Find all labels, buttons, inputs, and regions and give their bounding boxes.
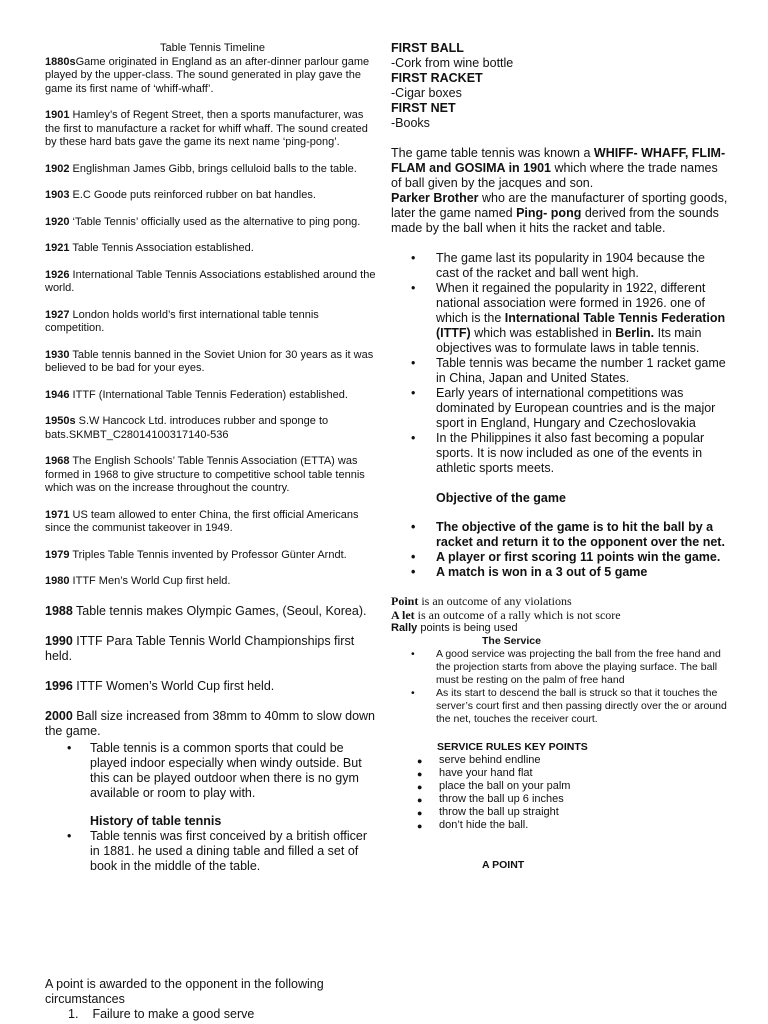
service-item: • A good service was projecting the ball from the free hand and the projection starts from above the playing surface. The ball must be resting on the palm of free hand [391,648,731,687]
timeline-text: Table tennis makes Olympic Games, (Seoul, Korea). [72,603,367,618]
timeline-text: London holds world’s first international table tennis competition. [45,308,319,334]
timeline-year: 1980 [45,575,70,587]
timeline-entry [45,189,380,203]
list-item: • Early years of international competitions was dominated by European countries and is the major sport in England, Hungary and Czechoslovakia [391,386,731,431]
list-item: • Table tennis is a common sports that could be played indoor especially when windy outside. But this can be played outdoor when there is no gym available or room to play with. [45,741,380,801]
timeline-entry [45,575,380,589]
timeline-entry [45,242,380,256]
objective-item: • A match is won in a 3 out of 5 game [391,565,731,580]
rally-definition: Rally points is being used [391,622,518,634]
timeline-text: ITTF Para Table Tennis World Championships first held. [45,633,355,663]
timeline-entry [45,309,380,336]
timeline-year: 1971 [45,508,70,521]
first-ball: -Cork from wine bottle [391,56,514,70]
timeline-text: The English Schools’ Table Tennis Association (ETTA) was formed in 1968 to give structure to competitive school table tennis which was on the increase throughout the country. [45,455,365,494]
timeline-year: 1990 [45,633,73,648]
rule-item: ● don’t hide the ball. [391,819,731,832]
timeline-entry [45,389,380,403]
timeline-text: ITTF (International Table Tennis Federation) established. [69,388,348,401]
timeline-text: ITTF Men’s World Cup first held. [69,575,231,587]
history-heading: History of table tennis [90,813,222,828]
timeline-text: US team allowed to enter China, the first official Americans since the communist takeover in 1949. [45,508,359,534]
timeline-year: 1996 [45,678,73,693]
timeline-text: ITTF Women’s World Cup first held. [72,678,275,693]
timeline-entry [45,109,380,150]
timeline-year: 2000 [45,708,73,723]
known-paragraph: The game table tennis was known a WHIFF- WHAFF, FLIM-FLAM and GOSIMA in 1901 which where the trade names of ball given by the jacques and son. [391,146,726,190]
timeline-text: Triples Table Tennis invented by Professor Günter Arndt. [69,548,347,561]
timeline-text: Table tennis banned in the Soviet Union for 30 years as it was believed to be bad for your eyes. [45,348,374,374]
timeline-text: E.C Goode puts reinforced rubber on bat handles. [69,189,316,201]
rule-item: ● place the ball on your palm [391,780,731,793]
rule-item: ● serve behind endline [391,754,731,767]
timeline-entry [45,56,380,97]
left-column [45,0,380,1021]
timeline-entry [45,415,380,442]
timeline-text: S.W Hancock Ltd. introduces rubber and sponge to bats.SKMBT_C28014100317140-536 [45,415,329,441]
timeline-text: Game originated in England as an after-dinner parlour game played by the upper-class. The sound generated in play gave the game its first name of ‘whiff-whaff’. [45,55,370,95]
timeline-year: 1968 [45,455,70,467]
timeline-year: 1921 [45,242,70,254]
timeline-year: 1926 [45,268,70,281]
service-heading: The Service [482,635,541,647]
timeline-title: Table Tennis Timeline [160,42,265,54]
timeline-year: 1927 [45,308,70,321]
timeline-year: 1901 [45,109,70,121]
timeline-year: 1946 [45,388,70,401]
parker-paragraph: Parker Brother who are the manufacturer of sporting goods, later the game named Ping- pong derived from the sounds made by the ball when it hits the racket and table. [391,191,728,235]
right-column [391,0,731,872]
timeline-year: 1902 [45,162,70,175]
timeline-entry [45,455,380,496]
rules-heading: SERVICE RULES KEY POINTS [437,741,588,753]
list-item: • When it regained the popularity in 1922, different national association were formed in 1926. one of which is the International Table Tennis Federation (ITTF) which was established in Berlin. Its main objectives was to formulate laws in table tennis. [391,281,731,356]
list-item: • Table tennis was became the number 1 racket game in China, Japan and United States. [391,356,731,386]
timeline-entry [45,163,380,177]
timeline-year: 1880s [45,55,76,68]
timeline-entry [45,269,380,296]
list-item: • The game last its popularity in 1904 because the cast of the racket and ball went high. [391,251,731,281]
timeline-year: 1950s [45,415,76,427]
timeline-text: Englishman James Gibb, brings celluloid balls to the table. [69,162,357,175]
timeline-entry [45,709,380,739]
timeline-entry [45,216,380,230]
rule-item: ● throw the ball up straight [391,806,731,819]
timeline-entry [45,509,380,536]
timeline-year: 1903 [45,189,70,201]
timeline-entry [45,634,380,664]
timeline-text: Table Tennis Association established. [69,242,254,254]
first-net-label: FIRST NET [391,101,456,115]
timeline-entry [45,679,380,694]
timeline-text: International Table Tennis Associations established around the world. [45,268,376,294]
a-point-heading: A POINT [482,859,525,871]
rule-item: ● have your hand flat [391,767,731,780]
list-item: • In the Philippines it also fast becoming a popular sports. It is now included as one of the events in athletic sports meets. [391,431,731,476]
objective-item: • The objective of the game is to hit the ball by a racket and return it to the opponent over the net. [391,520,731,550]
timeline-list [45,56,380,739]
point-definition: Point is an outcome of any violations [391,594,572,608]
service-item: • As its start to descend the ball is struck so that it touches the server’s court first and then passing directly over the or around the net, touches the receiver court. [391,687,731,726]
first-ball-label: FIRST BALL [391,41,464,55]
timeline-entry [45,604,380,619]
rule-item: ● throw the ball up 6 inches [391,793,731,806]
timeline-year: 1920 [45,215,70,228]
let-definition: A let is an outcome of a rally which is not score [391,608,621,622]
list-item: • Table tennis was first conceived by a british officer in 1881. he used a dining table and filled a set of book in the middle of the table. [45,829,380,874]
timeline-entry [45,549,380,563]
timeline-text: ‘Table Tennis’ officially used as the alternative to ping pong. [69,215,361,228]
objective-item: • A player or first scoring 11 points win the game. [391,550,731,565]
timeline-text: Ball size increased from 38mm to 40mm to slow down the game. [45,708,376,738]
timeline-entry [45,349,380,376]
first-net: -Books [391,116,430,130]
first-racket-label: FIRST RACKET [391,71,483,85]
timeline-year: 1930 [45,348,70,361]
timeline-text: Hamley’s of Regent Street, then a sports manufacturer, was the first to manufacture a racket for whiff whaff. The sound created by these hard bats gave the game its next name ‘ping-pong’. [45,109,368,148]
first-racket: -Cigar boxes [391,86,462,100]
point-item: 1. Failure to make a good serve [68,1007,255,1021]
point-intro: A point is awarded to the opponent in the following circumstances [45,977,324,1006]
timeline-year: 1988 [45,603,73,618]
objective-heading: Objective of the game [436,491,566,505]
timeline-year: 1979 [45,548,70,561]
